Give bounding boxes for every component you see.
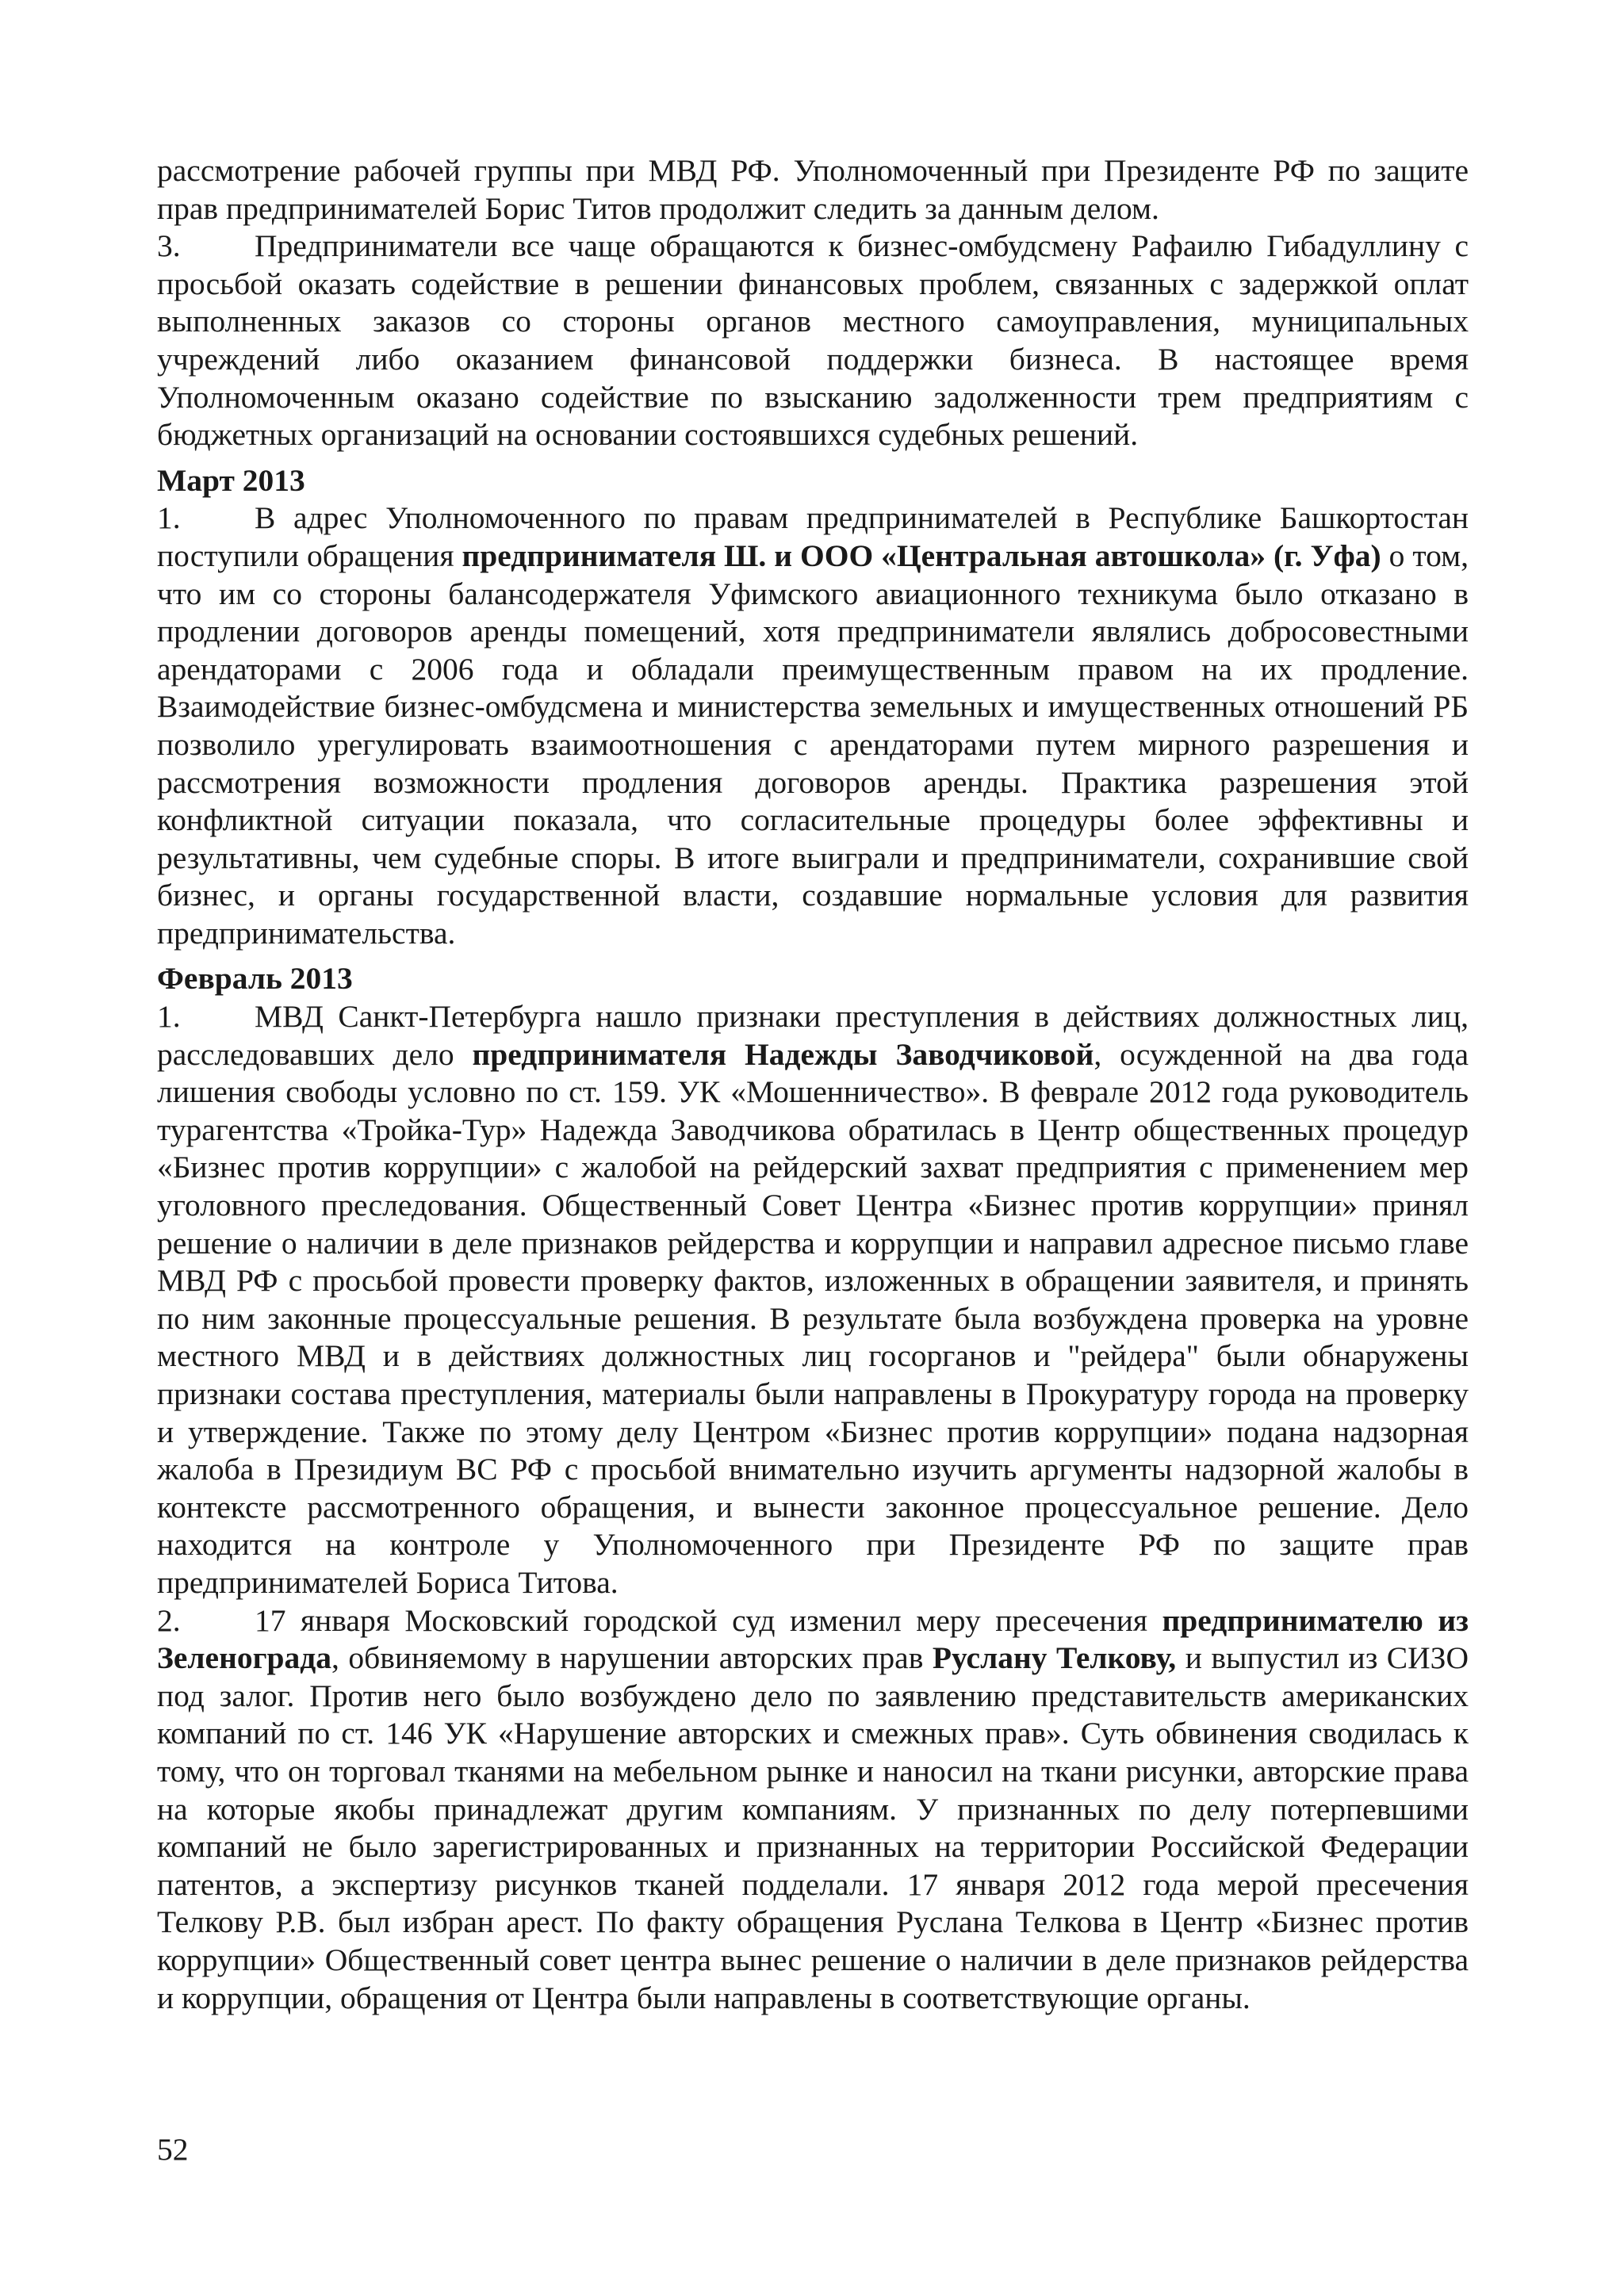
paragraph-text: В адрес Уполномоченного по правам предпринимателей в Республике Башкортостан поступили обращения [157, 500, 1469, 573]
document-body [157, 152, 1469, 2017]
paragraph-text: рассмотрение рабочей группы при МВД РФ. Уполномоченный при Президенте РФ по защите прав предпринимателей Борис Титов продолжит следить за данным делом. [157, 153, 1469, 226]
paragraph-text: , осужденной на два года лишения свободы условно по ст. 159. УК «Мошенничество». В феврале 2012 года руководитель турагентства «Тройка-Тур» Надежда Заводчикова обратилась в Центр общественных процедур «Бизнес против коррупции» с жалобой на рейдерский захват предприятия с применением мер уголовного преследования. Общественный Совет Центра «Бизнес против коррупции» принял решение о наличии в деле признаков рейдерства и коррупции и направил адресное письмо главе МВД РФ с просьбой провести проверку фактов, изложенных в обращении заявителя, и принять по ним законные процессуальные решения. В результате была возбуждена проверка на уровне местного МВД и в действиях должностных лиц госорганов и "рейдера" были обнаружены признаки состава преступления, материалы были направлены в Прокуратуру города на проверку и утверждение. Также по этому делу Центром «Бизнес против коррупции» подана надзорная жалоба в Президиум ВС РФ с просьбой внимательно изучить аргументы надзорной жалобы в контексте рассмотренного обращения, и вынести законное процессуальное решение. Дело находится на контроле у Уполномоченного при Президенте РФ по защите прав предпринимателей Бориса Титова. [157, 1036, 1469, 1600]
bold-entrepreneur-name: предпринимателя Ш. и ООО «Центральная автошкола» (г. Уфа) [462, 538, 1381, 573]
paragraph-text: Предприниматели все чаще обращаются к бизнес-омбудсмену Рафаилю Гибадуллину с просьбой оказать содействие в решении финансовых проблем, связанных с задержкой оплат выполненных заказов со стороны органов местного самоуправления, муниципальных учреждений либо оказанием финансовой поддержки бизнеса. В настоящее время Уполномоченным оказано содействие по взысканию задолженности трем предприятиям с бюджетных организаций на основании состоявшихся судебных решений. [157, 228, 1469, 453]
paragraph-text: , обвиняемому в нарушении авторских прав [331, 1640, 933, 1676]
item-number: 1. [157, 500, 181, 536]
paragraph-text: и выпустил из СИЗО под залог. Против него было возбуждено дело по заявлению представительств американских компаний по ст. 146 УК «Нарушение авторских и смежных прав». Суть обвинения сводилась к тому, что он торговал тканями на мебельном рынке и наносил на ткани рисунки, авторские права на которые якобы принадлежат другим компаниям. У признанных по делу потерпевшими компаний не было зарегистрированных и признанных на территории Российской Федерации патентов, а экспертизу рисунков тканей подделали. 17 января 2012 года мерой пресечения Телкову Р.В. был избран арест. По факту обращения Руслана Телкова в Центр «Бизнес против коррупции» Общественный совет центра вынес решение о наличии в деле признаков рейдерства и коррупции, обращения от Центра были направлены в соответствующие органы. [157, 1640, 1469, 2015]
section-heading-march-2013: Март 2013 [157, 462, 305, 498]
paragraph-march-item-1 [157, 499, 1469, 952]
paragraph-february-item-2 [157, 1602, 1469, 2018]
paragraph-text: о том, что им со стороны балансодержателя Уфимского авиационного техникума было отказано в продлении договоров аренды помещений, хотя предприниматели являлись добросовестными арендаторами с 2006 года и обладали преимущественным правом на их продление. Взаимодействие бизнес-омбудсмена и министерства земельных и имущественных отношений РБ позволило урегулировать взаимоотношения с арендаторами путем мирного разрешения и рассмотрения возможности продления договоров аренды. Практика разрешения этой конфликтной ситуации показала, что согласительные процедуры более эффективны и результативны, чем судебные споры. В итоге выиграли и предприниматели, сохранившие свой бизнес, и органы государственной власти, создавшие нормальные условия для развития предпринимательства. [157, 538, 1469, 951]
section-heading-february-2013: Февраль 2013 [157, 961, 353, 997]
item-number: 3. [157, 228, 181, 264]
item-number: 1. [157, 999, 181, 1035]
paragraph-text: МВД Санкт-Петербурга нашло признаки преступления в действиях должностных лиц, расследовавших дело [157, 999, 1469, 1072]
item-number: 2. [157, 1602, 181, 1638]
paragraph-continuation [157, 152, 1469, 228]
bold-entrepreneur-name: предпринимателя Надежды Заводчиковой [472, 1036, 1094, 1072]
paragraph-item-3 [157, 228, 1469, 454]
page-number: 52 [157, 2132, 189, 2167]
paragraph-text: 17 января Московский городской суд изменил меру пресечения [255, 1602, 1162, 1638]
paragraph-february-item-1 [157, 998, 1469, 1602]
bold-entrepreneur-label: предпринимателю из Зеленограда [157, 1602, 1469, 1676]
bold-entrepreneur-name: Руслану Телкову, [932, 1640, 1177, 1676]
